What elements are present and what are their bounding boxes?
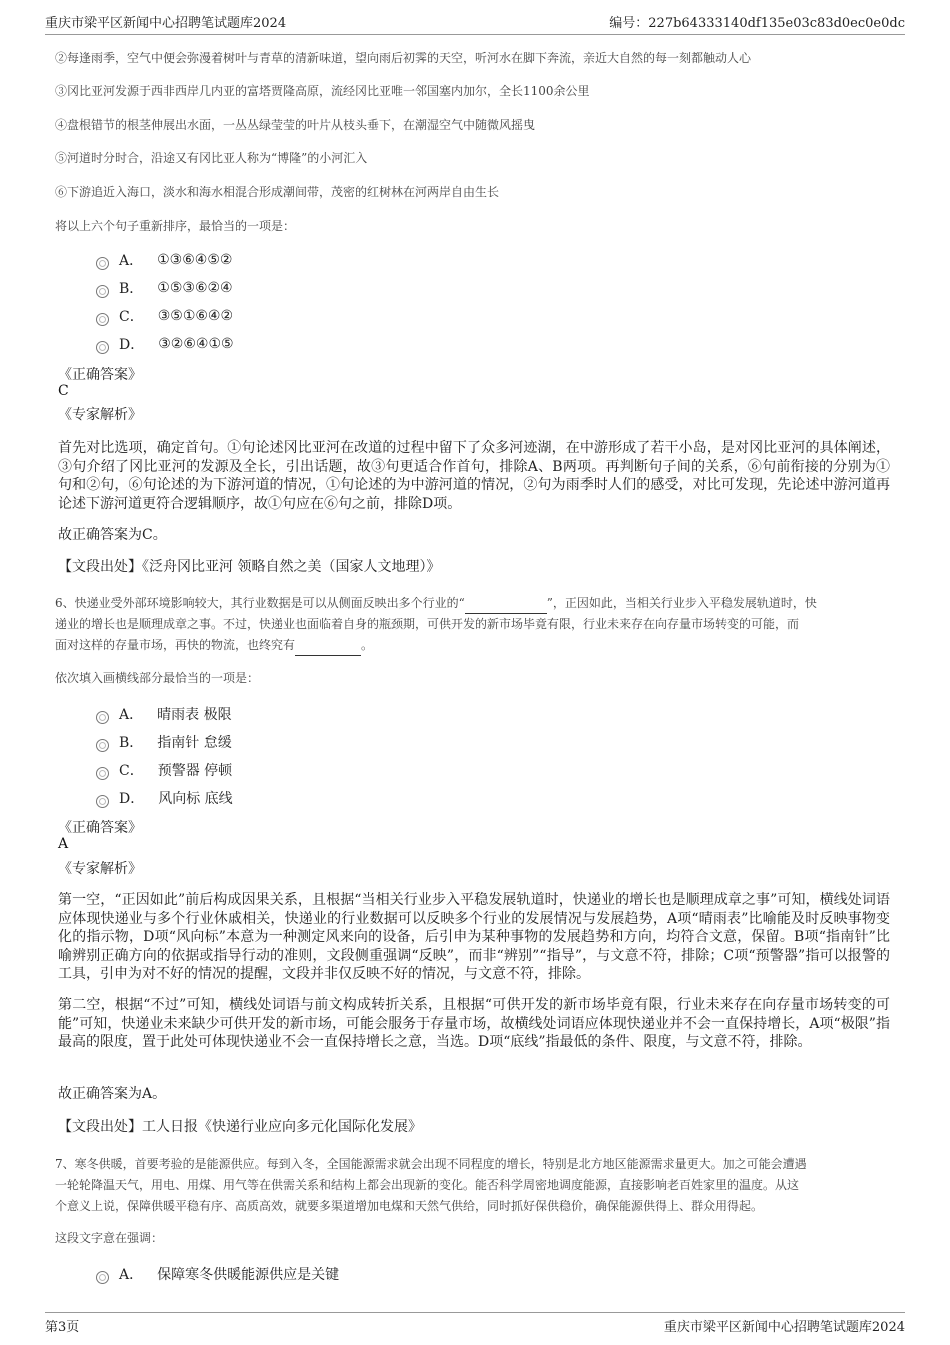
- option-text: 风向标 底线: [158, 791, 233, 807]
- option-letter: A．: [119, 1267, 144, 1283]
- source-citation: 【文段出处】《泛舟冈比亚河 领略自然之美（国家人文地理）》: [58, 559, 441, 575]
- radio-icon[interactable]: [96, 711, 109, 724]
- option-c[interactable]: [96, 760, 232, 780]
- analysis-paragraph: 第一空，“正因如此”前后构成因果关系，且根据“当相关行业步入平稳发展轨道时，快递业的增长也是顺理成章之事”可知，横线处词语应体现快递业与多个行业休戚相关，快递业的行业数据可以反映多个行业的发展情况与发展趋势，A项“晴雨表”比喻能及时反映事物变化的指示物，D项“风向标”本意为一种测定风来向的设备，后引申为某种事物的发展趋势和方向，均符合文意，保留。B项“指南针”比喻辨别正确方向的依据或指导行动的准则，文段侧重强调“反映”，而非“辨别”“指导”，与文意不符，排除；C项“预警器”指可以报警的工具，引申为对不好的情况的提醒，文段并非仅反映不好的情况，与文意不符，排除。: [58, 892, 890, 982]
- sentence-4: ④盘根错节的根茎伸展出水面，一丛丛绿莹莹的叶片从枝头垂下，在潮湿空气中随微风摇曳: [55, 118, 536, 132]
- option-text: 指南针 怠缓: [157, 735, 232, 751]
- option-letter: B．: [119, 281, 144, 297]
- option-text: 预警器 停顿: [157, 763, 233, 779]
- radio-icon[interactable]: [96, 739, 109, 752]
- option-c[interactable]: [96, 306, 233, 326]
- option-a[interactable]: [96, 704, 232, 724]
- option-b[interactable]: [96, 278, 233, 298]
- option-a[interactable]: [96, 1264, 339, 1284]
- option-b[interactable]: [96, 732, 232, 752]
- analysis-conclusion: 故正确答案为A。: [58, 1086, 167, 1102]
- stem-text: 面对这样的存量市场，再快的物流，也终究有: [55, 638, 296, 652]
- stem-text: 递业的增长也是顺理成章之事。不过，快递业也面临着自身的瓶颈期，可供开发的新市场毕竟有限，行业未来存在向存量市场转变的可能，而: [55, 617, 800, 631]
- page-footer: [45, 1312, 905, 1335]
- option-letter: C．: [119, 309, 144, 325]
- header-doc-id: 编号：227b64333140df135e03c83d0ec0e0dc: [609, 16, 905, 31]
- sentence-5: ⑤河道时分时合，沿途又有冈比亚人称为“博隆”的小河汇入: [55, 151, 368, 165]
- sentence-6: ⑥下游追近入海口，淡水和海水相混合形成潮间带，茂密的红树林在河两岸自由生长: [55, 185, 500, 199]
- option-letter: A．: [119, 253, 144, 269]
- option-d[interactable]: [96, 788, 233, 808]
- answer-value: C: [58, 383, 69, 399]
- question-prompt: 依次填入画横线部分最恰当的一项是：: [55, 671, 260, 685]
- answer-label: 《正确答案》: [58, 367, 142, 383]
- header-title: 重庆市梁平区新闻中心招聘笔试题库2024: [45, 16, 287, 31]
- source-citation: 【文段出处】工人日报《快递行业应向多元化国际化发展》: [58, 1119, 422, 1135]
- option-text: ③⑤①⑥④②: [157, 308, 234, 324]
- radio-icon[interactable]: [96, 767, 109, 780]
- analysis-paragraph: 第二空，根据“不过”可知，横线处词语与前文构成转折关系，且根据“可供开发的新市场毕竟有限，行业未来存在向存量市场转变的可能”可知，快递业未来缺少可供开发的新市场，可能会服务于存量市场，故横线处词语应体现快递业并不会一直保持增长，A项“极限”指最高的限度，置于此处可体现快递业不会一直保持增长之意，当选。D项“底线”指最低的条件、限度，与文意不符，排除。: [58, 997, 890, 1050]
- question-7-stem-line: 一轮轮降温天气，用电、用煤、用气等在供需关系和结构上都会出现新的变化。能否科学周密地调度能源，直接影响老百姓家里的温度。从这: [55, 1178, 800, 1192]
- radio-icon[interactable]: [96, 257, 109, 270]
- question-prompt: 这段文字意在强调：: [55, 1231, 164, 1245]
- option-text: ①③⑥④⑤②: [157, 252, 233, 268]
- analysis-conclusion: 故正确答案为C。: [58, 527, 167, 543]
- option-a[interactable]: [96, 250, 232, 270]
- question-7-stem-line: 7、寒冬供暖，首要考验的是能源供应。每到入冬，全国能源需求就会出现不同程度的增长，特别是北方地区能源需求量更大。加之可能会遭遇: [55, 1157, 807, 1171]
- option-letter: B．: [119, 735, 144, 751]
- analysis-paragraph: 首先对比选项，确定首句。①句论述冈比亚河在改道的过程中留下了众多河迹湖，在中游形成了若干小岛，是对冈比亚河的具体阐述，③句介绍了冈比亚河的发源及全长，引出话题，故③句更适合作首句，排除A、B两项。再判断句子间的关系，⑥句前衔接的分别为①句和②句，⑥句论述的为下游河道的情况，①句论述的为中游河道的情况，②句为雨季时人们的感受，对比可发现，先论述中游河道再论述下游河道更符合逻辑顺序，故①句应在⑥句之前，排除D项。: [58, 440, 890, 512]
- question-prompt: 将以上六个句子重新排序，最恰当的一项是：: [55, 219, 296, 233]
- page-number: 第3页: [45, 1320, 80, 1335]
- option-text: 保障寒冬供暖能源供应是关键: [157, 1267, 340, 1283]
- sentence-2: ②每逢雨季，空气中便会弥漫着树叶与青草的清新味道，望向雨后初霁的天空，听河水在脚下奔流，亲近大自然的每一刻都触动人心: [55, 51, 752, 65]
- option-text: ③②⑥④①⑤: [158, 336, 234, 352]
- footer-title: 重庆市梁平区新闻中心招聘笔试题库2024: [663, 1320, 905, 1335]
- analysis-label: 《专家解析》: [58, 407, 142, 423]
- radio-icon[interactable]: [96, 313, 109, 326]
- fill-blank: [465, 613, 547, 614]
- sentence-3: ③冈比亚河发源于西非西岸几内亚的富塔贾隆高原，流经冈比亚唯一邻国塞内加尔，全长1100余公里: [55, 84, 590, 98]
- answer-label: 《正确答案》: [58, 820, 142, 836]
- stem-text: 6、快递业受外部环境影响较大，其行业数据是可以从侧面反映出多个行业的“: [55, 596, 465, 610]
- analysis-label: 《专家解析》: [58, 861, 142, 877]
- radio-icon[interactable]: [96, 341, 109, 354]
- option-text: 晴雨表 极限: [157, 707, 232, 723]
- radio-icon[interactable]: [96, 285, 109, 298]
- radio-icon[interactable]: [96, 795, 109, 808]
- option-letter: C．: [119, 763, 144, 779]
- fill-blank: [295, 655, 361, 656]
- option-letter: D．: [119, 337, 145, 353]
- option-letter: D．: [119, 791, 145, 807]
- question-6-stem: [55, 593, 895, 656]
- option-text: ①⑤③⑥②④: [157, 280, 233, 296]
- answer-value: A: [58, 836, 69, 852]
- option-letter: A．: [119, 707, 144, 723]
- stem-text: ”，正因如此，当相关行业步入平稳发展轨道时，快: [546, 596, 817, 610]
- radio-icon[interactable]: [96, 1271, 109, 1284]
- stem-text: 。: [361, 638, 374, 652]
- question-7-stem-line: 个意义上说，保障供暖平稳有序、高质高效，就要多渠道增加电煤和天然气供给，同时抓好保供稳价，确保能源供得上、群众用得起。: [55, 1199, 764, 1213]
- page-header: [45, 12, 905, 35]
- option-d[interactable]: [96, 334, 234, 354]
